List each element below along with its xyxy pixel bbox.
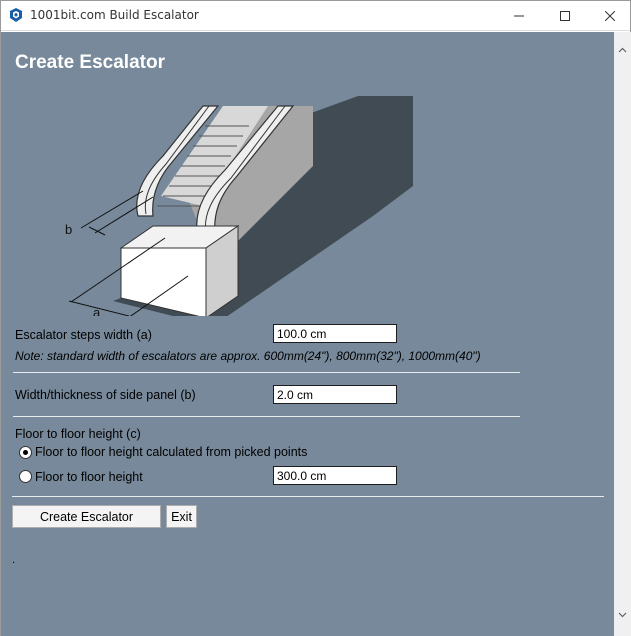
chevron-down-icon[interactable] [618,610,627,619]
radio-manual-height-label[interactable]: Floor to floor height [35,470,143,484]
chevron-up-icon[interactable] [618,46,627,55]
maximize-button[interactable] [542,1,588,31]
page-title: Create Escalator [15,52,165,73]
dialog-content [1,32,614,636]
minimize-button[interactable] [496,1,542,31]
escalator-illustration [53,96,423,316]
steps-width-input[interactable] [273,324,397,343]
radio-picked-points[interactable] [19,446,32,459]
floor-height-label: Floor to floor height (c) [15,427,141,441]
floor-height-input[interactable] [273,466,397,485]
sketchup-icon [8,7,24,23]
divider [13,416,520,417]
radio-picked-points-label[interactable]: Floor to floor height calculated from picked points [35,445,308,459]
divider [13,372,520,373]
side-panel-label: Width/thickness of side panel (b) [15,388,196,402]
exit-button[interactable]: Exit [166,505,197,528]
radio-manual-height[interactable] [19,470,32,483]
close-icon [605,11,615,21]
label-b: b [65,222,73,237]
steps-width-note: Note: standard width of escalators are approx. 600mm(24"), 800mm(32"), 1000mm(40") [15,349,481,363]
close-button[interactable] [587,1,631,31]
label-a: a [93,305,101,316]
steps-width-label: Escalator steps width (a) [15,328,152,342]
maximize-icon [560,11,570,21]
minimize-icon [514,11,524,21]
window-title: 1001bit.com Build Escalator [30,8,199,22]
title-bar [1,1,630,31]
divider [12,496,604,497]
create-escalator-button[interactable]: Create Escalator [12,505,161,528]
side-panel-input[interactable] [273,385,397,404]
status-dot: . [12,555,16,566]
vertical-scrollbar[interactable] [614,32,631,636]
